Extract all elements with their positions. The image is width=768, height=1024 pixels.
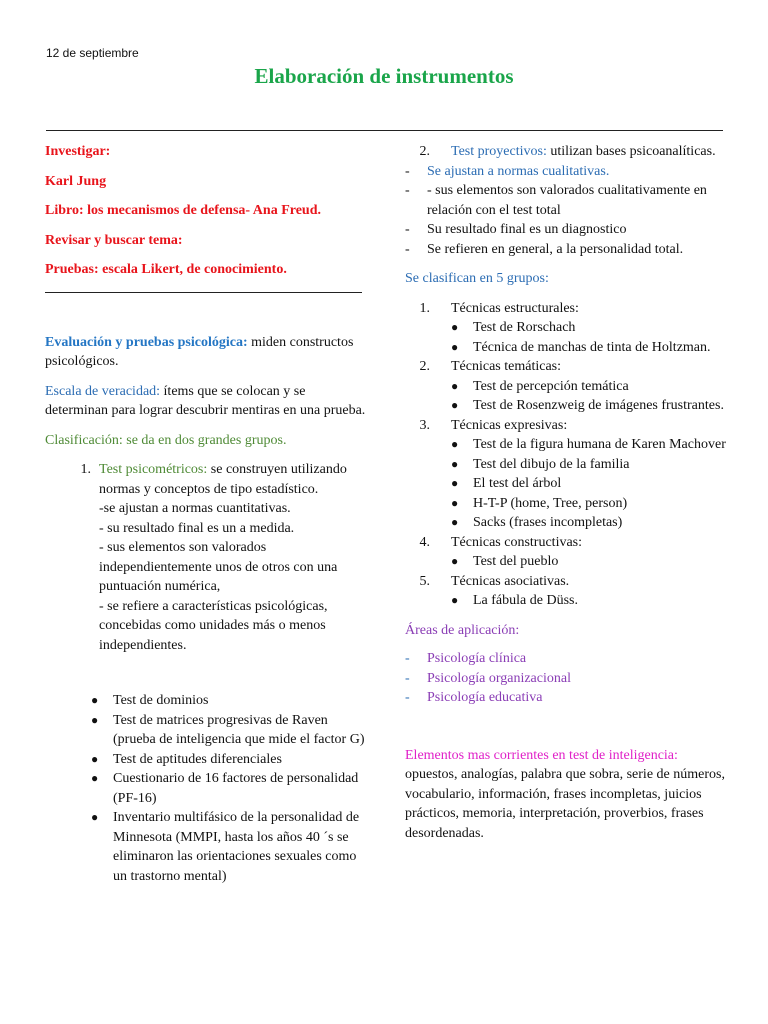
list-number: 5. bbox=[419, 573, 430, 589]
bullet-icon: ● bbox=[451, 378, 459, 393]
psicometricos-line: - se refiere a características psicológicas, concebidas como unidades más o menos independientes. bbox=[99, 598, 328, 653]
group-label: Técnicas temáticas: bbox=[451, 359, 561, 374]
short-divider bbox=[45, 292, 362, 293]
group-item bbox=[405, 533, 730, 553]
group-sublist bbox=[405, 552, 730, 572]
bullet-icon: ● bbox=[451, 515, 459, 529]
area-item bbox=[405, 688, 730, 708]
dash-marker: - bbox=[405, 690, 410, 705]
dash-marker: - bbox=[405, 651, 410, 666]
group-sublist bbox=[405, 318, 730, 357]
list-item bbox=[451, 552, 730, 572]
bullet-icon: ● bbox=[451, 476, 459, 490]
list-item bbox=[451, 494, 730, 514]
psicometricos-bullet-list bbox=[45, 691, 370, 886]
list-item bbox=[451, 377, 730, 397]
dash-item bbox=[405, 162, 730, 182]
bullet-icon: ● bbox=[451, 495, 459, 510]
list-item-body bbox=[451, 142, 716, 162]
list-number: 2. bbox=[419, 359, 430, 374]
escala-paragraph bbox=[45, 382, 370, 421]
bullet-icon: ● bbox=[451, 398, 459, 412]
dash-item bbox=[405, 181, 730, 220]
dash-text: - sus elementos son valorados cualitativamente en relación con el test total bbox=[427, 183, 707, 218]
psicometricos-line: - su resultado final es un a medida. bbox=[99, 520, 295, 536]
left-column bbox=[45, 142, 370, 886]
list-item bbox=[451, 338, 730, 358]
area-item bbox=[405, 669, 730, 689]
list-number: 1. bbox=[419, 300, 430, 316]
elementos-paragraph bbox=[405, 746, 730, 844]
dash-text: Se ajustan a normas cualitativas. bbox=[427, 163, 610, 179]
list-item bbox=[451, 435, 730, 455]
list-item-test-proyectivos bbox=[405, 142, 730, 162]
red-line-investigar: Investigar: bbox=[45, 144, 111, 159]
list-item bbox=[451, 396, 730, 416]
dash-item bbox=[405, 220, 730, 240]
bullet-text: Test de Rosenzweig de imágenes frustrantes. bbox=[473, 398, 724, 413]
bullet-text: H-T-P (home, Tree, person) bbox=[473, 495, 628, 511]
clasifican-heading: Se clasifican en 5 grupos: bbox=[405, 271, 549, 286]
list-number: 3. bbox=[419, 417, 430, 433]
areas-heading: Áreas de aplicación: bbox=[405, 622, 520, 638]
escala-text: ítems que se colocan y se determinan para lograr descubrir mentiras en una prueba. bbox=[45, 383, 366, 418]
red-line-revisar: Revisar y buscar tema: bbox=[45, 232, 183, 248]
bullet-icon: ● bbox=[451, 456, 459, 471]
bullet-icon: ● bbox=[451, 593, 459, 607]
bullet-text: El test del árbol bbox=[473, 476, 562, 491]
bullet-text: Test de la figura humana de Karen Machover bbox=[473, 437, 726, 452]
bullet-text: Test de percepción temática bbox=[473, 378, 629, 394]
group-label: Técnicas asociativas. bbox=[451, 573, 570, 589]
test-proyectivos-label: Test proyectivos: bbox=[451, 144, 547, 159]
test-proyectivos-text: utilizan bases psicoanalíticas. bbox=[546, 144, 716, 159]
bullet-icon: ● bbox=[91, 712, 99, 727]
bullet-text: Test del dibujo de la familia bbox=[473, 456, 630, 472]
bullet-text: Test de dominios bbox=[113, 693, 209, 708]
group-label: Técnicas estructurales: bbox=[451, 300, 579, 316]
psicometricos-line: - sus elementos son valorados independientemente unos de otros con una puntuación numérica, bbox=[99, 540, 338, 594]
dash-text: Su resultado final es un diagnostico bbox=[427, 222, 627, 237]
dash-text: Se refieren en general, a la personalidad total. bbox=[427, 241, 684, 257]
group-item bbox=[405, 416, 730, 436]
date-label: 12 de septiembre bbox=[46, 46, 139, 60]
group-sublist bbox=[405, 377, 730, 416]
bullet-text: Técnica de manchas de tinta de Holtzman. bbox=[473, 339, 711, 355]
dash-marker: - bbox=[405, 222, 410, 237]
groups-list bbox=[405, 299, 730, 611]
group-item bbox=[405, 572, 730, 592]
list-item-test-psicometricos bbox=[45, 460, 370, 655]
elementos-label: Elementos mas corrientes en test de inteligencia: bbox=[405, 747, 678, 763]
list-item bbox=[451, 513, 730, 533]
red-line-libro: Libro: los mecanismos de defensa- Ana Freud. bbox=[45, 203, 321, 218]
bullet-text: Test del pueblo bbox=[473, 554, 559, 569]
group-sublist bbox=[405, 591, 730, 611]
group-sublist bbox=[405, 435, 730, 533]
dash-marker: - bbox=[405, 183, 410, 198]
list-item bbox=[91, 691, 370, 711]
areas-list bbox=[405, 649, 730, 708]
list-item-body bbox=[99, 460, 370, 655]
group-label: Técnicas expresivas: bbox=[451, 417, 568, 433]
list-number: 4. bbox=[419, 534, 430, 550]
list-number: 2. bbox=[419, 144, 430, 159]
evaluacion-text: miden constructos psicológicos. bbox=[45, 334, 354, 369]
red-line-pruebas: Pruebas: escala Likert, de conocimiento. bbox=[45, 262, 287, 277]
page-title: Elaboración de instrumentos bbox=[254, 64, 514, 88]
test-psicometricos-label: Test psicométricos: bbox=[99, 462, 208, 477]
area-text: Psicología educativa bbox=[427, 690, 543, 705]
psicometricos-line: -se ajustan a normas cuantitativas. bbox=[99, 501, 291, 516]
list-item bbox=[91, 769, 370, 808]
bullet-icon: ● bbox=[451, 437, 459, 451]
bullet-text: Test de aptitudes diferenciales bbox=[113, 751, 282, 767]
bullet-icon: ● bbox=[451, 339, 459, 354]
bullet-text: Test de Rorschach bbox=[473, 320, 576, 335]
area-item bbox=[405, 649, 730, 669]
area-text: Psicología organizacional bbox=[427, 670, 571, 686]
test-psicometricos-text: se construyen utilizando normas y conceptos de tipo estadístico. bbox=[99, 462, 347, 497]
area-text: Psicología clínica bbox=[427, 651, 527, 666]
list-item bbox=[451, 318, 730, 338]
elementos-text: opuestos, analogías, palabra que sobra, serie de números, vocabulario, información, frases incompletas, juicios prácticos, memoria, interpretación, proverbios, frases desordenadas. bbox=[405, 767, 725, 841]
clasificacion-heading: Clasificación: se da en dos grandes grupos. bbox=[45, 432, 287, 448]
right-column bbox=[405, 142, 730, 843]
bullet-icon: ● bbox=[91, 810, 99, 824]
dash-marker: - bbox=[405, 670, 410, 686]
list-item bbox=[91, 808, 370, 886]
list-item bbox=[91, 711, 370, 750]
bullet-text: La fábula de Düss. bbox=[473, 593, 578, 608]
evaluacion-paragraph bbox=[45, 333, 370, 372]
bullet-icon: ● bbox=[91, 693, 99, 707]
dash-item bbox=[405, 240, 730, 260]
bullet-text: Inventario multifásico de la personalidad de Minnesota (MMPI, hasta los años 40 ´s se eliminaron las orientaciones sexuales como un trastorno mental) bbox=[113, 810, 360, 884]
group-item bbox=[405, 299, 730, 319]
top-divider bbox=[46, 130, 723, 131]
bullet-text: Cuestionario de 16 factores de personalidad (PF-16) bbox=[113, 771, 359, 806]
evaluacion-label: Evaluación y pruebas psicológica: bbox=[45, 334, 248, 350]
red-line-karl-jung: Karl Jung bbox=[45, 173, 107, 189]
bullet-icon: ● bbox=[91, 771, 99, 785]
bullet-icon: ● bbox=[91, 751, 99, 766]
list-item bbox=[451, 455, 730, 475]
list-item bbox=[451, 474, 730, 494]
list-number: 1. bbox=[80, 462, 91, 477]
escala-label: Escala de veracidad: bbox=[45, 383, 161, 399]
bullet-text: Test de matrices progresivas de Raven (prueba de inteligencia que mide el factor G) bbox=[113, 712, 365, 747]
list-item bbox=[91, 750, 370, 770]
list-item bbox=[451, 591, 730, 611]
bullet-icon: ● bbox=[451, 320, 459, 334]
bullet-text: Sacks (frases incompletas) bbox=[473, 515, 623, 530]
dash-marker: - bbox=[405, 163, 410, 179]
group-item bbox=[405, 357, 730, 377]
dash-marker: - bbox=[405, 241, 410, 257]
bullet-icon: ● bbox=[451, 554, 459, 568]
group-label: Técnicas constructivas: bbox=[451, 534, 583, 550]
